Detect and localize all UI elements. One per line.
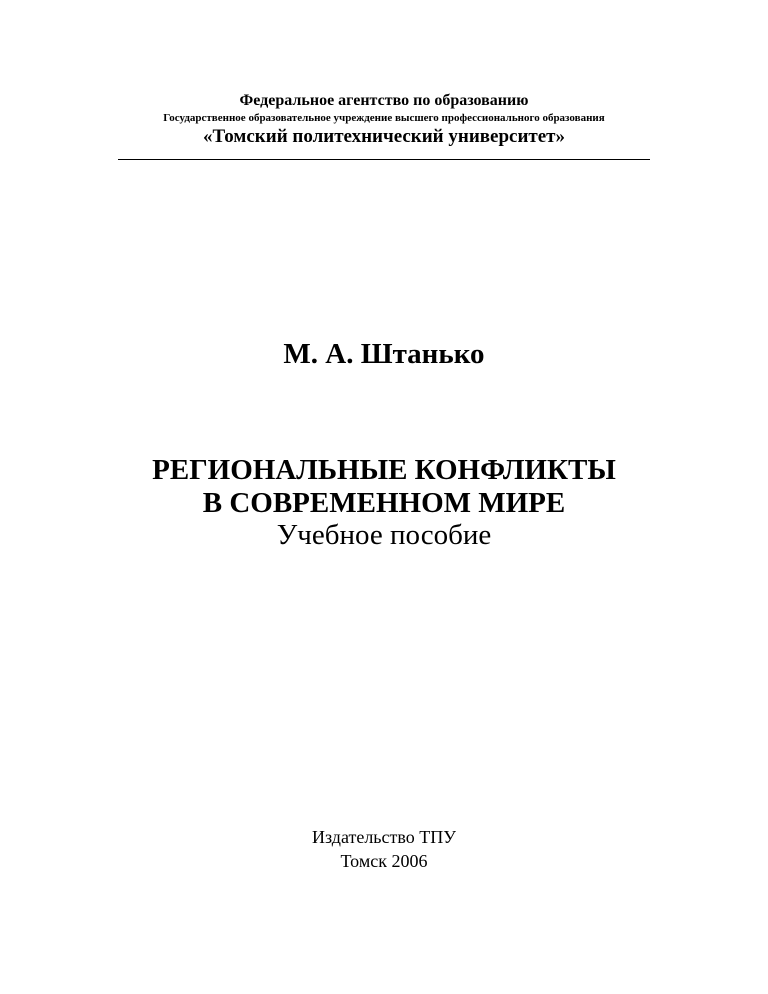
book-title-line-1: РЕГИОНАЛЬНЫЕ КОНФЛИКТЫ (152, 454, 616, 486)
university-name: «Томский политехнический университет» (202, 126, 566, 147)
header-divider (118, 159, 650, 160)
author-name: М. А. Штанько (283, 338, 485, 370)
institution-name: Государственное образовательное учреждение высшего профессионального образования (163, 112, 605, 124)
book-subtitle: Учебное пособие (276, 519, 492, 551)
city-year: Томск 2006 (340, 851, 428, 871)
book-title-line-2: В СОВРЕМЕННОМ МИРЕ (202, 487, 566, 519)
agency-name: Федеральное агентство по образованию (239, 92, 529, 109)
publisher-name: Издательство ТПУ (312, 827, 456, 847)
